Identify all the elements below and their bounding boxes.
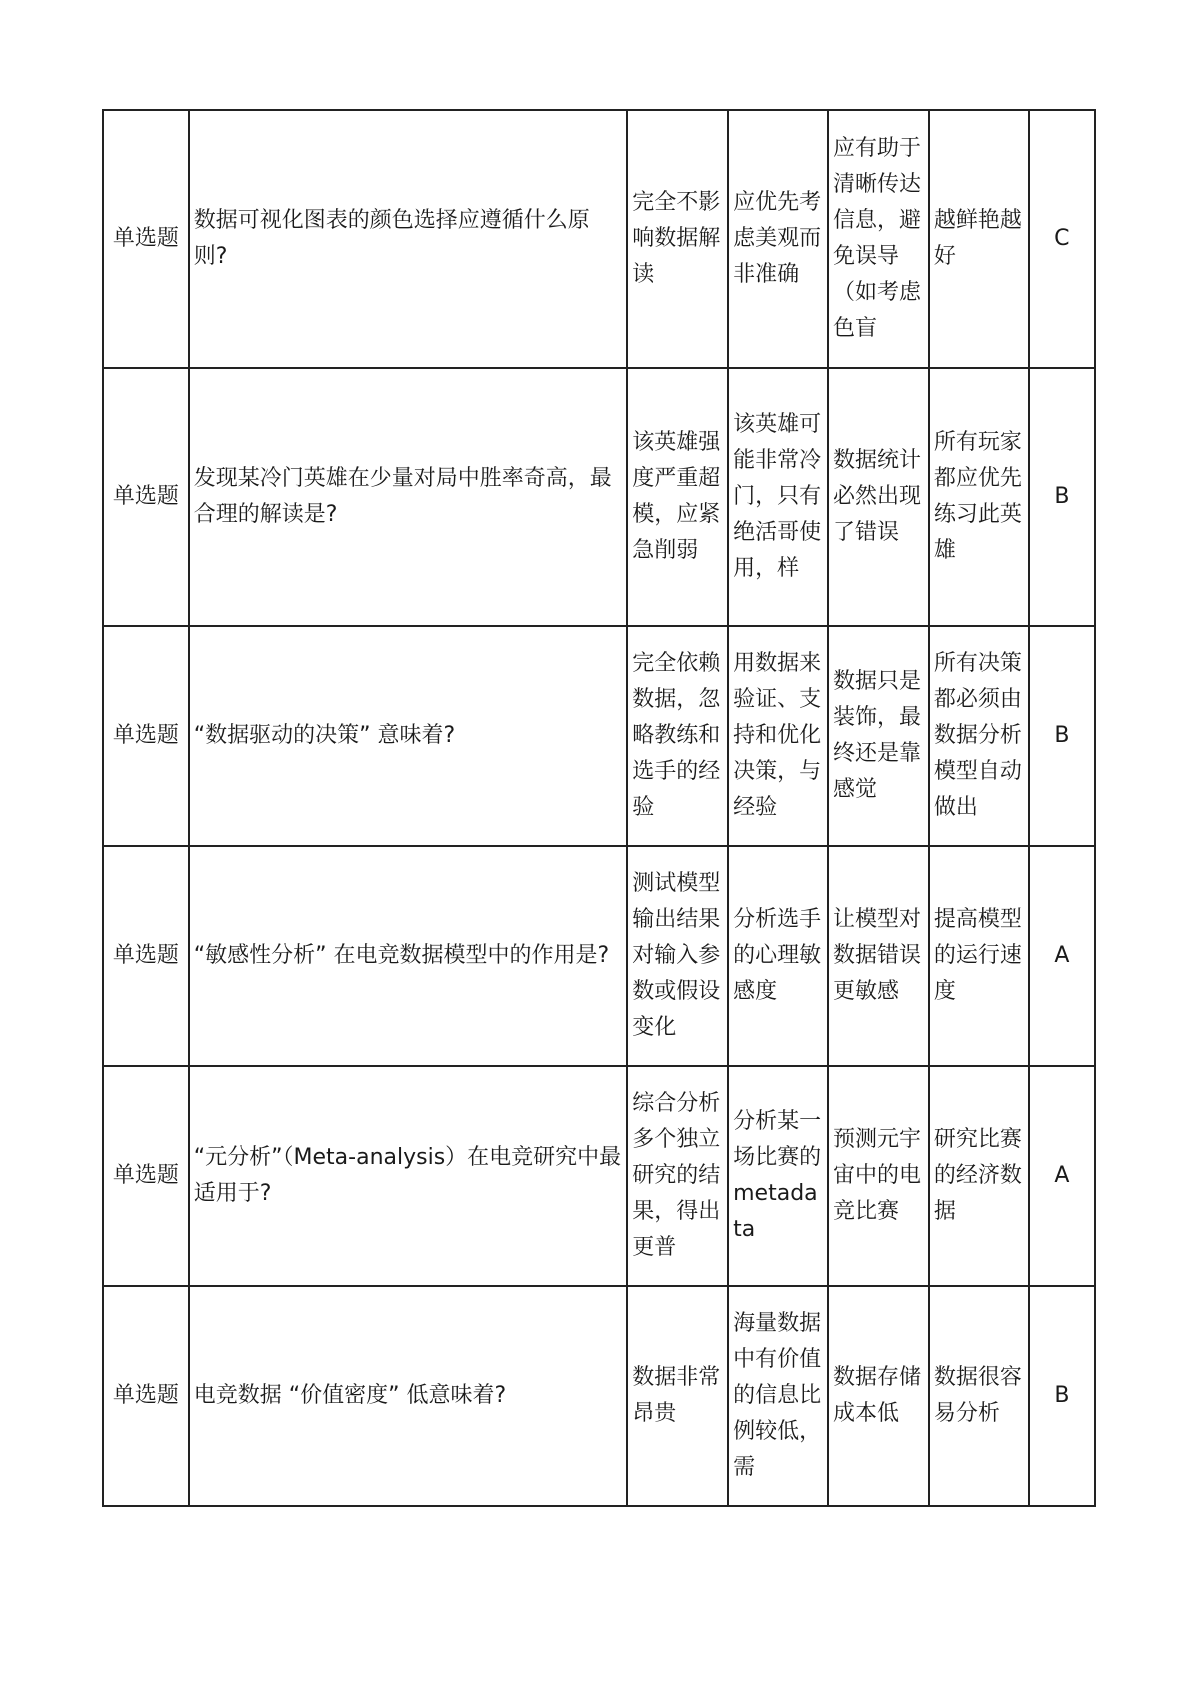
- option-d: 提高模型的运行速度: [933, 907, 1022, 1004]
- question-text: “元分析”（Meta-analysis）在电竞研究中最适用于?: [193, 1145, 622, 1206]
- option-d-cell: [929, 1066, 1029, 1286]
- option-c-cell: [828, 110, 929, 368]
- question-text: 电竞数据 “价值密度” 低意味着?: [193, 1383, 507, 1408]
- answer: B: [1054, 723, 1070, 748]
- option-a-cell: [627, 110, 728, 368]
- option-d-cell: [929, 110, 1029, 368]
- option-b-cell: [728, 626, 828, 846]
- option-b-cell: [728, 1066, 828, 1286]
- question-type-cell: [103, 368, 189, 626]
- option-c-cell: [828, 368, 929, 626]
- option-a: 数据非常昂贵: [632, 1365, 721, 1426]
- option-d: 所有玩家都应优先练习此英雄: [933, 430, 1022, 563]
- option-d: 所有决策都必须由数据分析模型自动做出: [933, 651, 1022, 820]
- option-d: 数据很容易分析: [933, 1365, 1022, 1426]
- option-a: 完全依赖数据，忽略教练和选手的经验: [632, 651, 721, 820]
- option-c: 数据统计必然出现了错误: [832, 448, 921, 545]
- question-text: “数据驱动的决策” 意味着?: [193, 723, 456, 748]
- question-type: 单选题: [112, 723, 179, 748]
- answer-cell: [1029, 110, 1095, 368]
- option-c: 应有助于清晰传达信息，避免误导（如考虑色盲: [832, 136, 921, 341]
- question-cell: [189, 626, 627, 846]
- option-a-cell: [627, 1066, 728, 1286]
- answer-cell: [1029, 1066, 1095, 1286]
- table-row: [103, 1066, 1095, 1286]
- question-cell: [189, 1286, 627, 1506]
- question-text: 发现某冷门英雄在少量对局中胜率奇高，最合理的解读是?: [193, 466, 612, 527]
- option-d-cell: [929, 1286, 1029, 1506]
- answer: A: [1054, 943, 1070, 968]
- table-row: [103, 846, 1095, 1066]
- option-c-cell: [828, 626, 929, 846]
- option-b: 分析选手的心理敏感度: [733, 907, 822, 1004]
- question-type-cell: [103, 110, 189, 368]
- option-c: 数据存储成本低: [832, 1365, 921, 1426]
- option-a-cell: [627, 368, 728, 626]
- question-type-cell: [103, 1286, 189, 1506]
- question-type-cell: [103, 626, 189, 846]
- answer-cell: [1029, 846, 1095, 1066]
- question-type: 单选题: [112, 1163, 179, 1188]
- question-type-cell: [103, 1066, 189, 1286]
- answer: B: [1054, 484, 1070, 509]
- quiz-table: [102, 109, 1096, 1507]
- option-b: 用数据来验证、支持和优化决策，与经验: [733, 651, 822, 820]
- option-a: 测试模型输出结果对输入参数或假设变化: [632, 871, 721, 1040]
- answer-cell: [1029, 1286, 1095, 1506]
- question-cell: [189, 1066, 627, 1286]
- option-a: 完全不影响数据解读: [632, 190, 721, 287]
- question-type: 单选题: [112, 943, 179, 968]
- option-b: 应优先考虑美观而非准确: [733, 190, 822, 287]
- option-a: 该英雄强度严重超模，应紧急削弱: [632, 430, 721, 563]
- table-row: [103, 1286, 1095, 1506]
- option-d: 越鲜艳越好: [933, 208, 1022, 269]
- option-d-cell: [929, 846, 1029, 1066]
- option-b: 分析某一场比赛的metadata: [733, 1109, 822, 1242]
- answer: B: [1054, 1383, 1070, 1408]
- option-c: 预测元宇宙中的电竞比赛: [832, 1127, 921, 1224]
- option-c: 让模型对数据错误更敏感: [832, 907, 921, 1004]
- option-a-cell: [627, 1286, 728, 1506]
- table-row: [103, 368, 1095, 626]
- table-row: [103, 626, 1095, 846]
- answer-cell: [1029, 626, 1095, 846]
- option-b-cell: [728, 1286, 828, 1506]
- option-c: 数据只是装饰，最终还是靠感觉: [832, 669, 921, 802]
- option-d-cell: [929, 626, 1029, 846]
- question-cell: [189, 110, 627, 368]
- option-b: 海量数据中有价值的信息比例较低，需: [733, 1311, 822, 1480]
- question-text: “敏感性分析” 在电竞数据模型中的作用是?: [193, 943, 610, 968]
- table-row: [103, 110, 1095, 368]
- question-type: 单选题: [112, 1383, 179, 1408]
- option-c-cell: [828, 1066, 929, 1286]
- option-c-cell: [828, 846, 929, 1066]
- question-text: 数据可视化图表的颜色选择应遵循什么原则?: [193, 208, 590, 269]
- question-type-cell: [103, 846, 189, 1066]
- option-b-cell: [728, 846, 828, 1066]
- option-b-cell: [728, 110, 828, 368]
- option-b-cell: [728, 368, 828, 626]
- option-a: 综合分析多个独立研究的结果，得出更普: [632, 1091, 721, 1260]
- option-b: 该英雄可能非常冷门，只有绝活哥使用，样: [733, 412, 822, 581]
- question-type: 单选题: [112, 226, 179, 251]
- option-c-cell: [828, 1286, 929, 1506]
- answer: C: [1054, 226, 1070, 251]
- answer: A: [1054, 1163, 1070, 1188]
- question-cell: [189, 846, 627, 1066]
- option-a-cell: [627, 626, 728, 846]
- question-type: 单选题: [112, 484, 179, 509]
- question-cell: [189, 368, 627, 626]
- option-d-cell: [929, 368, 1029, 626]
- option-a-cell: [627, 846, 728, 1066]
- option-d: 研究比赛的经济数据: [933, 1127, 1022, 1224]
- answer-cell: [1029, 368, 1095, 626]
